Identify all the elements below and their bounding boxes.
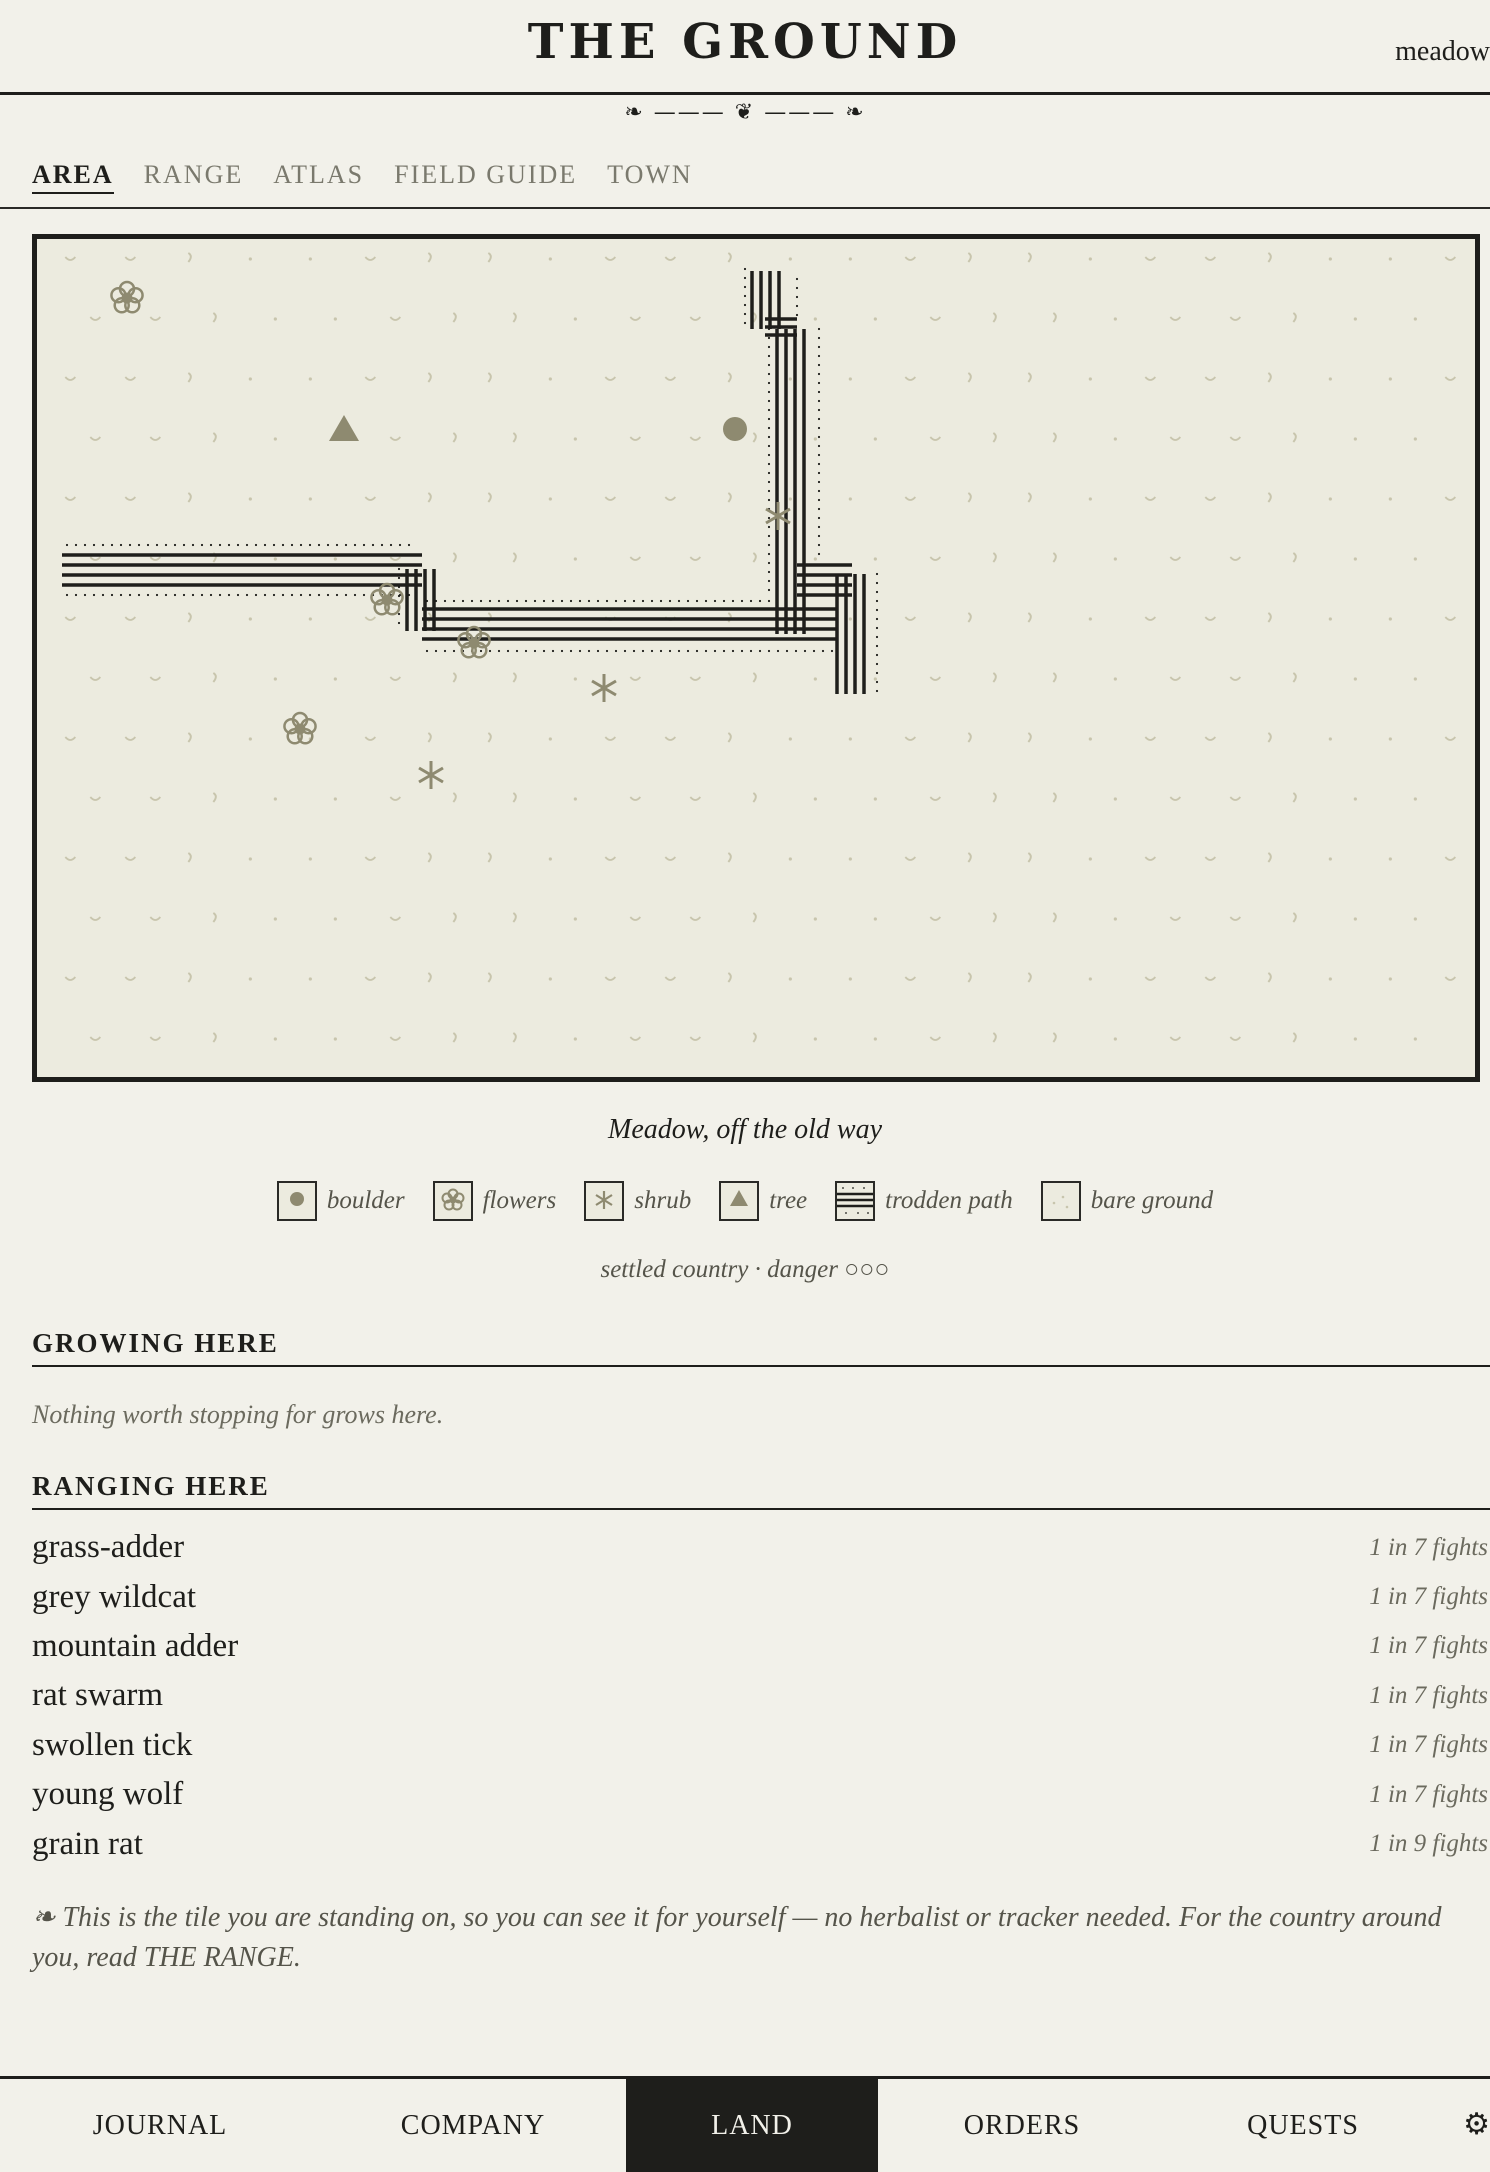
creature-name: swollen tick bbox=[32, 1726, 193, 1763]
creature-odds: 1 in 7 fights bbox=[1369, 1681, 1488, 1709]
gear-icon[interactable]: ⚙ bbox=[1463, 2107, 1490, 2142]
creature-name: grass-adder bbox=[32, 1529, 185, 1566]
tree-icon bbox=[329, 415, 359, 441]
tree-icon bbox=[719, 1181, 759, 1221]
legend-item-bare-ground bbox=[1041, 1181, 1213, 1221]
map-caption: Meadow, off the old way bbox=[608, 1114, 882, 1145]
area-map bbox=[32, 234, 1480, 1082]
legend-label: flowers bbox=[482, 1187, 557, 1214]
list-item[interactable] bbox=[32, 1671, 1490, 1720]
boulder-icon bbox=[277, 1181, 317, 1221]
shrub-icon bbox=[592, 674, 616, 702]
nav-company[interactable]: COMPANY bbox=[400, 2109, 546, 2141]
boulder-icon bbox=[723, 417, 747, 441]
nav-land[interactable]: LAND bbox=[626, 2079, 878, 2172]
location-label: meadow bbox=[1395, 36, 1490, 67]
creature-name: grey wildcat bbox=[32, 1578, 197, 1615]
ground-texture bbox=[65, 253, 1455, 1042]
creature-list bbox=[32, 1523, 1490, 1869]
list-item[interactable] bbox=[32, 1572, 1490, 1621]
ornament-divider: ❧ ——— ❦ ——— ❧ bbox=[624, 100, 866, 125]
flowers-icon bbox=[284, 713, 315, 743]
flowers-icon bbox=[458, 627, 489, 657]
list-item[interactable] bbox=[32, 1622, 1490, 1671]
legend-item-tree bbox=[719, 1181, 807, 1221]
tab-atlas[interactable]: ATLAS bbox=[273, 160, 365, 189]
legend-item-boulder bbox=[277, 1181, 405, 1221]
footnote: ❧ This is the tile you are standing on, so you can see it for yourself — no herbalist or tracker needed. For the country around you, read THE RANGE. bbox=[32, 1902, 1442, 1973]
flowers-icon bbox=[111, 282, 142, 312]
creature-odds: 1 in 7 fights bbox=[1369, 1780, 1488, 1808]
shrub-icon bbox=[419, 761, 443, 789]
creature-name: rat swarm bbox=[32, 1677, 164, 1714]
legend-label: tree bbox=[769, 1187, 808, 1214]
creature-odds: 1 in 7 fights bbox=[1369, 1731, 1488, 1759]
list-item[interactable] bbox=[32, 1523, 1490, 1572]
flowers-icon bbox=[433, 1181, 473, 1221]
creature-name: mountain adder bbox=[32, 1627, 239, 1664]
legend-label: shrub bbox=[634, 1187, 692, 1214]
tab-range[interactable]: RANGE bbox=[143, 160, 244, 189]
shrub-icon bbox=[584, 1181, 624, 1221]
map-canvas bbox=[37, 239, 1475, 1077]
header bbox=[0, 0, 1490, 95]
list-item[interactable] bbox=[32, 1770, 1490, 1819]
flowers-icon bbox=[371, 584, 402, 614]
ranging-heading: RANGING HERE bbox=[32, 1471, 1490, 1510]
tabs-divider bbox=[0, 207, 1490, 209]
trodden-path-icon bbox=[835, 1181, 875, 1221]
danger-status: settled country · danger ○○○ bbox=[600, 1256, 890, 1283]
legend-label: boulder bbox=[326, 1187, 405, 1214]
legend-label: bare ground bbox=[1090, 1187, 1214, 1214]
nav-quests[interactable]: QUESTS bbox=[1247, 2109, 1359, 2141]
nav-journal[interactable]: JOURNAL bbox=[92, 2109, 228, 2141]
tab-town[interactable]: TOWN bbox=[607, 160, 693, 189]
creature-name: young wolf bbox=[32, 1776, 184, 1813]
legend-item-flowers bbox=[433, 1181, 557, 1221]
creature-odds: 1 in 7 fights bbox=[1369, 1583, 1488, 1611]
growing-empty-note: Nothing worth stopping for grows here. bbox=[32, 1400, 444, 1429]
tab-bar bbox=[32, 160, 723, 194]
tab-area[interactable]: AREA bbox=[32, 160, 114, 194]
legend-item-trodden-path bbox=[835, 1181, 1013, 1221]
list-item[interactable] bbox=[32, 1819, 1490, 1868]
nav-orders[interactable]: ORDERS bbox=[963, 2109, 1081, 2141]
page-title: THE GROUND bbox=[527, 14, 963, 70]
legend-label: trodden path bbox=[885, 1187, 1013, 1214]
tab-field-guide[interactable]: FIELD GUIDE bbox=[394, 160, 578, 189]
list-item[interactable] bbox=[32, 1721, 1490, 1770]
trodden-path bbox=[62, 271, 864, 694]
creature-odds: 1 in 7 fights bbox=[1369, 1632, 1488, 1660]
legend-item-shrub bbox=[584, 1181, 691, 1221]
creature-name: grain rat bbox=[32, 1825, 143, 1862]
creature-odds: 1 in 9 fights bbox=[1369, 1830, 1488, 1858]
map-legend bbox=[0, 1181, 1490, 1221]
bottom-nav bbox=[0, 2076, 1490, 2172]
bare-ground-icon bbox=[1041, 1181, 1081, 1221]
growing-heading: GROWING HERE bbox=[32, 1328, 1490, 1367]
creature-odds: 1 in 7 fights bbox=[1369, 1533, 1488, 1561]
